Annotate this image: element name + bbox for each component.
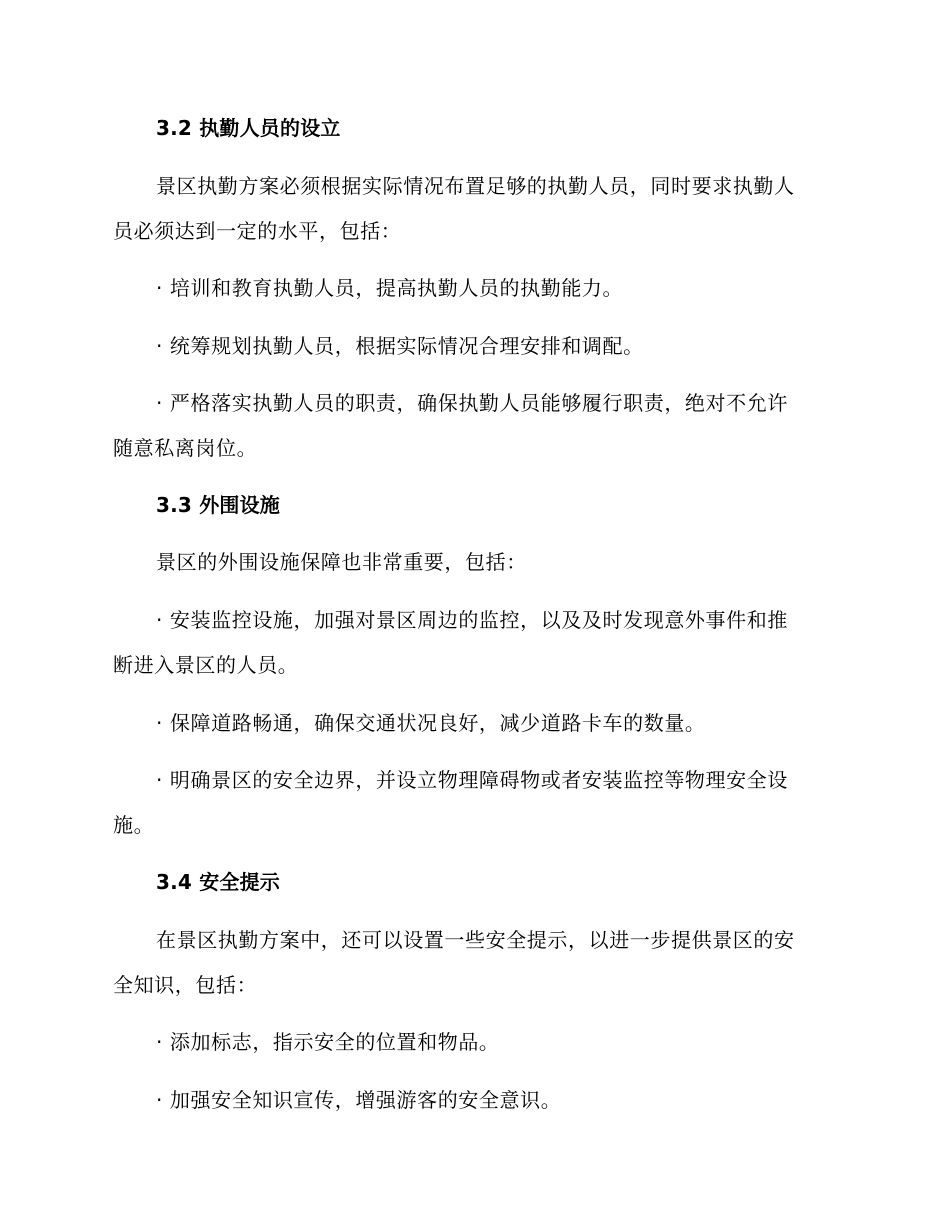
bullet-item	[113, 758, 833, 803]
heading-text: 3.2 执勤人员的设立	[156, 116, 341, 140]
paragraph	[113, 540, 833, 585]
bullet-item	[113, 1078, 833, 1123]
bullet-line: · 严格落实执勤人员的职责，确保执勤人员能够履行职责，绝对不允许	[156, 391, 788, 415]
heading-text: 3.3 外围设施	[156, 493, 280, 517]
section-heading	[113, 483, 833, 528]
bullet-continuation	[113, 426, 833, 471]
bullet-line: · 统筹规划执勤人员，根据实际情况合理安排和调配。	[156, 334, 644, 358]
bullet-item	[113, 1020, 833, 1065]
paragraph-line: 全知识，包括：	[113, 973, 258, 997]
bullet-item	[113, 381, 833, 426]
paragraph	[113, 164, 833, 209]
bullet-line: · 明确景区的安全边界，并设立物理障碍物或者安装监控等物理安全设	[156, 768, 788, 792]
paragraph	[113, 918, 833, 963]
bullet-item	[113, 266, 833, 311]
bullet-line: · 加强安全知识宣传，增强游客的安全意识。	[156, 1088, 562, 1112]
paragraph-line: 员必须达到一定的水平，包括：	[113, 219, 402, 243]
bullet-line: 随意私离岗位。	[113, 436, 258, 460]
paragraph-line: 在景区执勤方案中，还可以设置一些安全提示，以进一步提供景区的安	[156, 928, 795, 952]
section-heading	[113, 106, 833, 151]
bullet-line: 施。	[113, 813, 155, 837]
bullet-continuation	[113, 643, 833, 688]
heading-text: 3.4 安全提示	[156, 870, 280, 894]
bullet-line: · 安装监控设施，加强对景区周边的监控，以及及时发现意外事件和推	[156, 608, 788, 632]
paragraph-line: 景区执勤方案必须根据实际情况布置足够的执勤人员，同时要求执勤人	[156, 174, 795, 198]
bullet-continuation	[113, 803, 833, 848]
section-heading	[113, 860, 833, 905]
bullet-line: · 保障道路畅通，确保交通状况良好，减少道路卡车的数量。	[156, 711, 706, 735]
bullet-line: 断进入景区的人员。	[113, 653, 299, 677]
paragraph-line: 景区的外围设施保障也非常重要，包括：	[156, 550, 527, 574]
bullet-line: · 培训和教育执勤人员，提高执勤人员的执勤能力。	[156, 276, 624, 300]
bullet-line: · 添加标志，指示安全的位置和物品。	[156, 1030, 500, 1054]
paragraph-continuation	[113, 209, 833, 254]
bullet-item	[113, 324, 833, 369]
bullet-item	[113, 598, 833, 643]
bullet-item	[113, 701, 833, 746]
paragraph-continuation	[113, 963, 833, 1008]
